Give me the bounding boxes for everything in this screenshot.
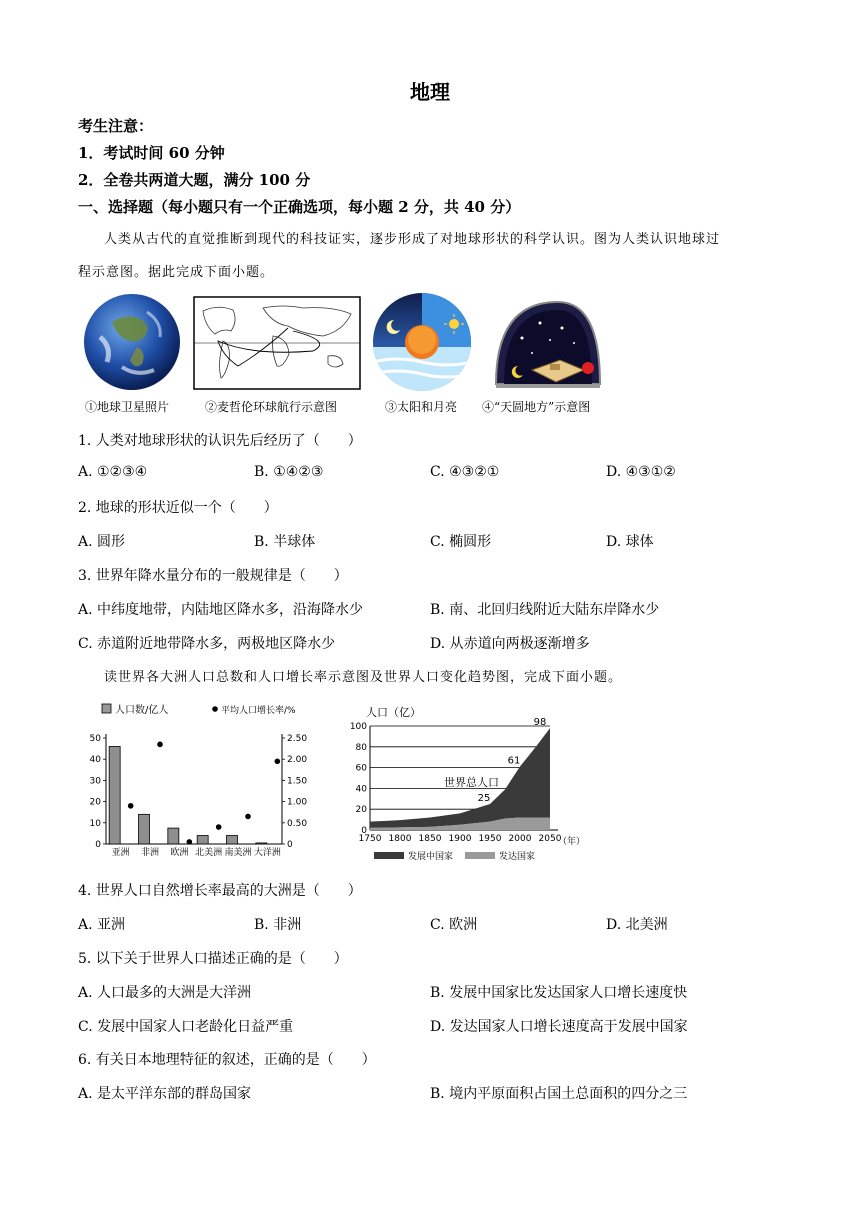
answer-option[interactable]: A. 圆形: [78, 534, 126, 550]
legend-swatch-developing: [374, 852, 404, 859]
legend-swatch-developed: [465, 852, 495, 859]
y2-tick-label: 0: [287, 840, 293, 850]
answer-option[interactable]: D. 北美洲: [606, 917, 668, 933]
question-stem: 6. 有关日本地理特征的叙述，正确的是（ ）: [78, 1052, 376, 1068]
legend-label: 平均人口增长率/%: [221, 706, 296, 716]
answer-option[interactable]: A. 人口最多的大洲是大洋洲: [78, 985, 252, 1001]
answer-option[interactable]: B. 半球体: [254, 534, 316, 550]
y-tick-label: 0: [95, 840, 101, 850]
growth-rate-dot: [245, 814, 251, 820]
x-tick-label: 1900: [448, 834, 472, 844]
legend-label: 发展中国家: [408, 852, 454, 862]
population-bar: [197, 836, 208, 844]
category-label: 南美洲: [224, 848, 252, 858]
legend-label: 发达国家: [499, 852, 536, 862]
legend-bar-swatch: [102, 704, 111, 713]
intro-paragraph-line: 程示意图。据此完成下面小题。: [78, 265, 275, 280]
answer-option[interactable]: C. ④③②①: [430, 464, 500, 480]
population-value-label: 98: [533, 717, 547, 729]
page-title: 地理: [410, 80, 450, 104]
notice-heading: 考生注意：: [78, 117, 154, 135]
figure-caption: ③太阳和月亮: [385, 400, 458, 414]
answer-option[interactable]: C. 欧洲: [430, 917, 478, 933]
population-bar: [109, 746, 120, 844]
category-label: 北美洲: [195, 848, 223, 858]
answer-option[interactable]: D. ④③①②: [606, 464, 676, 480]
y-tick-label: 100: [349, 722, 367, 732]
population-bar: [227, 836, 238, 844]
answer-option[interactable]: C. 椭圆形: [430, 534, 492, 550]
x-tick-label: 1950: [478, 834, 502, 844]
magellan-voyage-map: [193, 296, 361, 390]
question-stem: 2. 地球的形状近似一个（ ）: [78, 500, 278, 516]
y-tick-label: 40: [89, 755, 101, 766]
growth-rate-dot: [187, 839, 193, 845]
y-tick-label: 80: [355, 742, 367, 753]
world-population-trend-chart: [340, 704, 600, 864]
answer-option[interactable]: A. 亚洲: [78, 917, 126, 933]
x-tick-label: 2050: [538, 834, 562, 844]
intro-paragraph: 读世界各大洲人口总数和人口增长率示意图及世界人口变化趋势图，完成下面小题。: [104, 670, 623, 685]
y2-tick-label: 2.50: [287, 734, 308, 744]
notice-item: 1．考试时间 60 分钟: [78, 144, 225, 162]
y2-tick-label: 0.50: [287, 818, 308, 829]
legend-dot-swatch: [212, 706, 218, 712]
answer-option[interactable]: A. ①②③④: [78, 464, 148, 480]
population-bar: [139, 814, 150, 844]
y-tick-label: 20: [355, 805, 367, 816]
sun-and-moon-image: [372, 292, 472, 392]
intro-paragraph-line: 人类从古代的直觉推断到现代的科技证实，逐步形成了对地球形状的科学认识。图为人类认识地球过: [104, 232, 721, 247]
round-sky-square-earth-image: [492, 298, 604, 390]
y-tick-label: 10: [89, 818, 101, 829]
population-value-label: 25: [477, 793, 491, 804]
answer-option[interactable]: D. 球体: [606, 534, 654, 550]
y-tick-label: 40: [355, 784, 367, 795]
y-tick-label: 60: [355, 763, 367, 774]
answer-option[interactable]: D. 从赤道向两极逐渐增多: [430, 636, 590, 652]
answer-option[interactable]: B. ①④②③: [254, 464, 324, 480]
answer-option[interactable]: A. 中纬度地带，内陆地区降水多，沿海降水少: [78, 602, 364, 618]
category-label: 欧洲: [170, 848, 189, 858]
answer-option[interactable]: B. 非洲: [254, 917, 302, 933]
legend-label: 人口数/亿人: [115, 705, 169, 716]
category-label: 亚洲: [111, 848, 130, 858]
y2-tick-label: 1.00: [287, 797, 308, 808]
x-axis-unit: （年）: [558, 837, 586, 847]
answer-option[interactable]: B. 境内平原面积占国土总面积的四分之三: [430, 1086, 688, 1102]
category-label: 非洲: [140, 848, 160, 858]
section-heading: 一、选择题（每小题只有一个正确选项，每小题 2 分，共 40 分）: [78, 198, 521, 216]
figure-caption: ②麦哲伦环球航行示意图: [205, 400, 338, 414]
answer-option[interactable]: D. 发达国家人口增长速度高于发展中国家: [430, 1019, 688, 1035]
answer-option[interactable]: C. 发展中国家人口老龄化日益严重: [78, 1019, 294, 1035]
y2-tick-label: 1.50: [287, 776, 308, 787]
population-bar: [256, 843, 267, 844]
figure-caption: ④“天圆地方”示意图: [482, 400, 591, 414]
population-bar: [168, 828, 179, 844]
category-label: 大洋洲: [253, 848, 281, 858]
question-stem: 4. 世界人口自然增长率最高的大洲是（ ）: [78, 883, 362, 899]
answer-option[interactable]: B. 发展中国家比发达国家人口增长速度快: [430, 985, 688, 1001]
population-value-label: 61: [507, 755, 521, 767]
y2-tick-label: 2.00: [287, 755, 308, 766]
question-stem: 1. 人类对地球形状的认识先后经历了（ ）: [78, 433, 362, 449]
answer-option[interactable]: A. 是太平洋东部的群岛国家: [78, 1086, 252, 1102]
x-tick-label: 1850: [418, 834, 442, 844]
growth-rate-dot: [157, 742, 163, 748]
x-tick-label: 1750: [358, 834, 382, 844]
x-tick-label: 2000: [508, 834, 532, 844]
answer-option[interactable]: B. 南、北回归线附近大陆东岸降水少: [430, 602, 660, 618]
growth-rate-dot: [216, 824, 222, 830]
growth-rate-dot: [275, 759, 281, 765]
figure-caption: ①地球卫星照片: [85, 400, 170, 414]
y-tick-label: 20: [89, 797, 101, 808]
x-tick-label: 1800: [388, 834, 412, 844]
y-axis-label: 人口（亿）: [366, 706, 421, 719]
notice-item: 2．全卷共两道大题，满分 100 分: [78, 171, 311, 189]
question-stem: 5. 以下关于世界人口描述正确的是（ ）: [78, 951, 348, 967]
satellite-earth-image: [82, 292, 182, 392]
continent-population-chart: [84, 700, 324, 862]
question-stem: 3. 世界年降水量分布的一般规律是（ ）: [78, 568, 348, 584]
y-tick-label: 30: [89, 776, 101, 787]
growth-rate-dot: [128, 803, 134, 809]
answer-option[interactable]: C. 赤道附近地带降水多，两极地区降水少: [78, 636, 336, 652]
y-tick-label: 0: [361, 826, 367, 836]
world-total-annotation: 世界总人口: [444, 776, 499, 789]
y-tick-label: 50: [89, 734, 101, 744]
